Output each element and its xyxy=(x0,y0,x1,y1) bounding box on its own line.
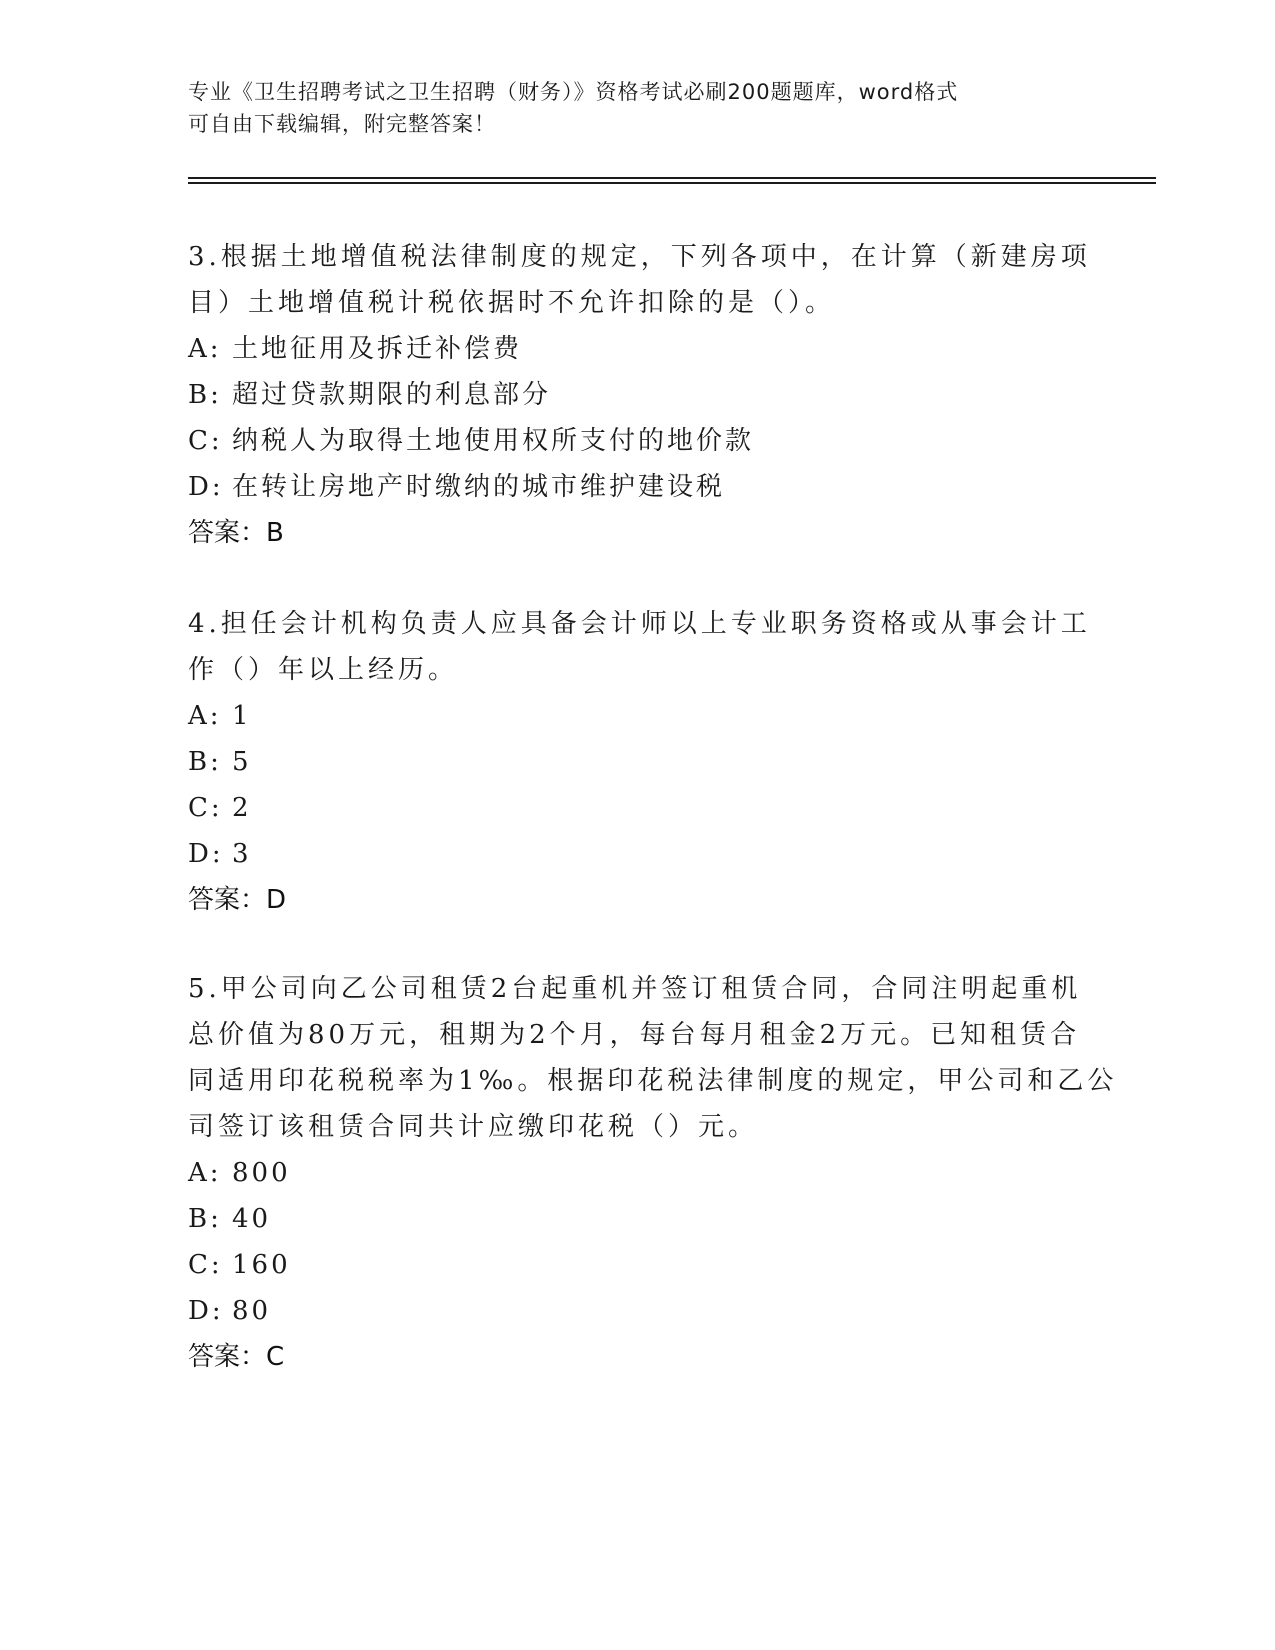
header-line-1: 专业《卫生招聘考试之卫生招聘（财务）》资格考试必刷200题题库，word格式 xyxy=(188,80,959,104)
option-key: C: xyxy=(188,426,223,456)
option-text: 土地征用及拆迁补偿费 xyxy=(232,334,523,364)
option-key: A: xyxy=(188,334,222,364)
question-stem-line: 作（）年以上经历。 xyxy=(188,655,459,685)
option-c xyxy=(188,785,1088,831)
option-text: 超过贷款期限的利息部分 xyxy=(232,380,552,410)
option-text: 5 xyxy=(232,747,252,777)
option-key: D: xyxy=(188,472,224,502)
question-5 xyxy=(188,966,1118,1380)
option-key: C: xyxy=(188,793,223,823)
option-text: 3 xyxy=(232,839,252,869)
question-stem-line: 同适用印花税税率为1‰。根据印花税法律制度的规定，甲公司和乙公 xyxy=(188,1066,1118,1096)
header-divider-bottom xyxy=(188,182,1156,184)
option-a xyxy=(188,693,1088,739)
answer-line: 答案：C xyxy=(188,1342,285,1372)
option-c xyxy=(188,1242,1088,1288)
header-divider-top xyxy=(188,177,1156,179)
option-text: 在转让房地产时缴纳的城市维护建设税 xyxy=(232,472,726,502)
option-key: A: xyxy=(188,701,222,731)
question-stem-line: 目）土地增值税计税依据时不允许扣除的是（）。 xyxy=(188,288,836,318)
option-key: D: xyxy=(188,839,224,869)
option-text: 160 xyxy=(232,1250,291,1280)
answer-line: 答案：B xyxy=(188,518,284,548)
option-d xyxy=(188,831,1088,877)
answer-line: 答案：D xyxy=(188,885,287,915)
option-key: B: xyxy=(188,1204,222,1234)
document-header xyxy=(188,76,1068,140)
option-a xyxy=(188,1150,1088,1196)
option-text: 纳税人为取得土地使用权所支付的地价款 xyxy=(232,426,755,456)
option-d xyxy=(188,464,1088,510)
option-text: 2 xyxy=(232,793,252,823)
option-key: B: xyxy=(188,380,222,410)
option-text: 80 xyxy=(232,1296,272,1326)
option-text: 40 xyxy=(232,1204,272,1234)
option-key: C: xyxy=(188,1250,223,1280)
option-key: D: xyxy=(188,1296,224,1326)
option-key: A: xyxy=(188,1158,222,1188)
option-b xyxy=(188,372,1088,418)
option-b xyxy=(188,1196,1088,1242)
question-4 xyxy=(188,601,1091,923)
header-line-2: 可自由下载编辑，附完整答案！ xyxy=(188,112,496,136)
option-text: 1 xyxy=(232,701,252,731)
option-d xyxy=(188,1288,1088,1334)
option-key: B: xyxy=(188,747,222,777)
option-a xyxy=(188,326,1088,372)
question-stem-line: 司签订该租赁合同共计应缴印花税（）元。 xyxy=(188,1112,759,1142)
question-stem-line: 5.甲公司向乙公司租赁2台起重机并签订租赁合同，合同注明起重机 xyxy=(188,974,1082,1004)
option-text: 800 xyxy=(232,1158,291,1188)
question-stem-line: 4.担任会计机构负责人应具备会计师以上专业职务资格或从事会计工 xyxy=(188,609,1091,639)
option-b xyxy=(188,739,1088,785)
question-stem-line: 3.根据土地增值税法律制度的规定，下列各项中，在计算（新建房项 xyxy=(188,242,1091,272)
question-stem-line: 总价值为80万元，租期为2个月，每台每月租金2万元。已知租赁合 xyxy=(188,1020,1081,1050)
option-c xyxy=(188,418,1088,464)
question-3 xyxy=(188,234,1091,556)
